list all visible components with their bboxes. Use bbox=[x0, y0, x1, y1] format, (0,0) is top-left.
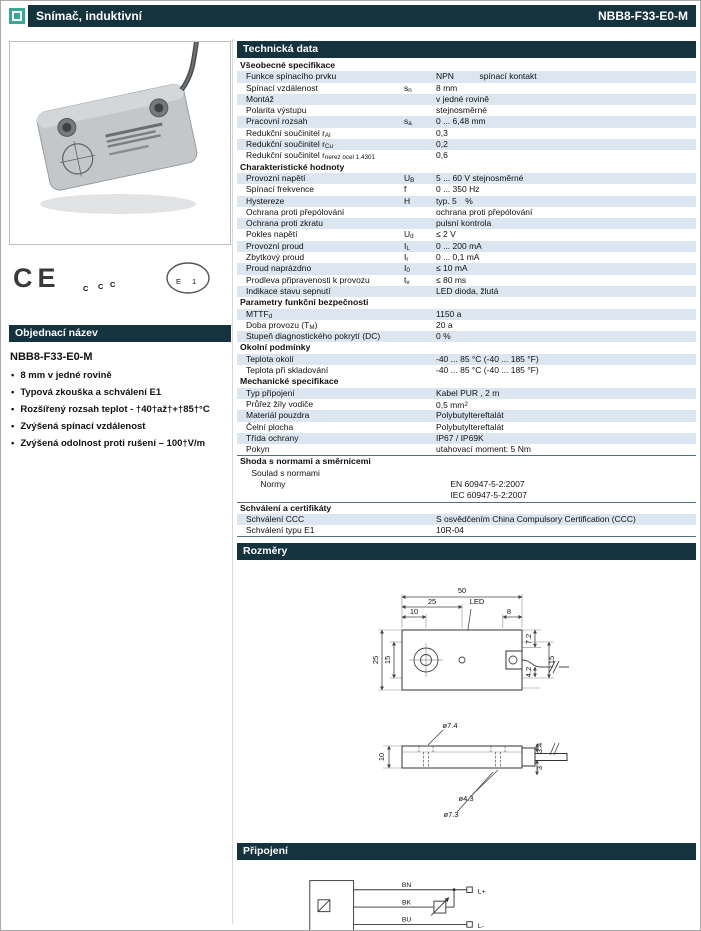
brand-logo-icon bbox=[9, 8, 25, 24]
spec-row: Redukční součinitel $r_{Al}$ 0,3 bbox=[246, 127, 448, 139]
spec-row: Prodleva připravenosti k provozu $t_v$ ≤ 80 ms bbox=[246, 274, 467, 286]
spec-row: Funkce spínacího prvku NPN spínací kontakt bbox=[237, 71, 696, 82]
right-column bbox=[237, 41, 696, 931]
svg-text:50: 50 bbox=[457, 586, 467, 596]
spec-row: Průřez žíly vodiče 0,5 $mm^2$ bbox=[246, 398, 468, 410]
svg-text:25: 25 bbox=[371, 656, 380, 665]
svg-text:7.2: 7.2 bbox=[524, 634, 533, 645]
feature-item: • Zvýšená odolnost proti rušení – 100†V/m bbox=[11, 438, 206, 450]
spec-row: Polarita výstupu stejnosměrné bbox=[246, 105, 488, 116]
spec-row: Proud naprázdno $I_0$ ≤ 10 mA bbox=[237, 263, 696, 274]
svg-text:10: 10 bbox=[409, 607, 419, 617]
spec-row: Stupeň diagnostického pokrytí (DC) 0 % bbox=[237, 331, 696, 342]
section-header: Mechanické specifikace bbox=[240, 376, 339, 387]
svg-text:BU: BU bbox=[401, 917, 412, 925]
spec-row: Pokyn utahovací moment: 5 Nm bbox=[246, 444, 531, 455]
column-divider bbox=[232, 39, 233, 924]
spec-row: Redukční součinitel $r_{nerez ocel 1.4301}$ 0,6 bbox=[246, 150, 448, 162]
spec-row: Spínací vzdálenost $s_n$ 8 mm bbox=[246, 82, 458, 94]
svg-text:8: 8 bbox=[506, 607, 512, 617]
spec-row: Třída ochrany IP67 / IP69K bbox=[237, 433, 696, 444]
svg-text:C: C bbox=[109, 280, 115, 289]
product-code: NBB8-F33-E0-M bbox=[10, 351, 93, 363]
section-header: Parametry funkční bezpečnosti bbox=[240, 297, 369, 308]
spec-row: Redukční součinitel $r_{Cu}$ 0,2 bbox=[237, 139, 696, 150]
spec-row: Pracovní rozsah $s_a$ 0 ... 6,48 mm bbox=[237, 116, 696, 127]
spec-row: $MTTF_d$ 1150 a bbox=[237, 309, 696, 320]
ccc-mark-icon bbox=[83, 258, 141, 298]
spec-row: Typ připojení Kabel PUR , 2 m bbox=[237, 388, 696, 399]
feature-item: • Rozšířený rozsah teplot - †40†až†+†85†°C bbox=[11, 404, 210, 416]
connection-header: Připojení bbox=[237, 843, 696, 860]
spec-row: Pokles napětí $U_d$ ≤ 2 V bbox=[246, 229, 456, 241]
spec-row: Hystereze H typ. 5 % bbox=[237, 196, 696, 207]
spec-row: Ochrana proti zkratu pulsní kontrola bbox=[237, 218, 696, 229]
dimensions-header: Rozměry bbox=[237, 543, 696, 560]
spec-row: Spínací frekvence f 0 ... 350 Hz bbox=[246, 184, 480, 195]
svg-text:ø4.3: ø4.3 bbox=[458, 794, 474, 804]
svg-text:L-: L- bbox=[477, 923, 484, 931]
svg-text:3.4: 3.4 bbox=[535, 743, 544, 754]
spec-row: Zbytkový proud $I_r$ 0 ... 0,1 mA bbox=[246, 252, 480, 264]
spec-row: Doba provozu $(T_M)$ 20 a bbox=[246, 319, 453, 331]
feature-item: • 8 mm v jedné rovině bbox=[11, 370, 112, 381]
spec-row: Schválení typu E1 10R-04 bbox=[246, 525, 464, 536]
spec-row: Normy EN 60947-5-2:2007 IEC 60947-5-2:2007 bbox=[260, 478, 527, 501]
spec-row: Čelní plocha Polybutyltereftalát bbox=[246, 421, 504, 432]
svg-text:L+: L+ bbox=[477, 888, 486, 896]
tech-table bbox=[237, 60, 696, 537]
product-photo bbox=[9, 41, 231, 245]
spec-row: Montáž v jedné rovině bbox=[237, 94, 696, 105]
section-header: Charakteristické hodnoty bbox=[240, 161, 345, 172]
certification-marks bbox=[9, 245, 231, 311]
spec-row: Provozní napětí $U_B$ 5 ... 60 V stejnosměrné bbox=[237, 173, 696, 184]
spec-row: Materiál pouzdra Polybutyltereftalát bbox=[237, 410, 696, 421]
svg-text:BN: BN bbox=[401, 882, 412, 890]
spec-row: Teplota při skladování -40 ... 85 °C (-40 ... 185 °F) bbox=[246, 365, 539, 376]
spec-row: Soulad s normami bbox=[251, 467, 320, 478]
svg-text:15: 15 bbox=[383, 656, 392, 665]
spec-row: Indikace stavu sepnutí LED dioda, žlutá bbox=[237, 286, 696, 297]
product-code-header: NBB8-F33-E0-M bbox=[597, 9, 688, 23]
svg-text:4.2: 4.2 bbox=[524, 667, 533, 678]
sensor-photo-illustration bbox=[10, 42, 230, 242]
svg-text:LED: LED bbox=[469, 597, 485, 607]
spec-row: Provozní proud $I_L$ 0 ... 200 mA bbox=[237, 241, 696, 252]
dimension-drawing bbox=[237, 560, 696, 832]
section-header: Okolní podmínky bbox=[240, 342, 311, 353]
svg-text:ø7.3: ø7.3 bbox=[443, 810, 459, 820]
section-header: Shoda s normami a směrnicemi bbox=[237, 455, 696, 467]
feature-item: • Typová zkouška a schválení E1 bbox=[11, 387, 162, 399]
category-title: Snímač, induktivní bbox=[36, 9, 143, 23]
svg-text:3: 3 bbox=[535, 766, 544, 771]
technical-data-header: Technická data bbox=[237, 41, 696, 58]
connection-diagram-wrap bbox=[297, 870, 696, 931]
section-header: Všeobecné specifikace bbox=[240, 60, 336, 70]
e1-mark-icon bbox=[163, 260, 213, 296]
wiring-diagram bbox=[297, 870, 507, 931]
order-name-header: Objednací název bbox=[9, 325, 231, 342]
svg-text:15: 15 bbox=[547, 656, 556, 665]
svg-text:C: C bbox=[97, 282, 103, 291]
svg-text:25: 25 bbox=[427, 597, 437, 607]
svg-text:1: 1 bbox=[191, 277, 196, 286]
title-bar bbox=[5, 5, 696, 27]
svg-text:C: C bbox=[82, 284, 88, 293]
section-header: Schválení a certifikáty bbox=[237, 502, 696, 514]
svg-text:BK: BK bbox=[402, 899, 412, 907]
svg-text:10: 10 bbox=[377, 753, 386, 762]
spec-row: Teplota okolí -40 ... 85 °C (-40 ... 185 °F) bbox=[237, 354, 696, 365]
feature-item: • Zvýšená spínací vzdálenost bbox=[11, 421, 146, 433]
spec-row: Ochrana proti přepólování ochrana proti přepólování bbox=[246, 206, 533, 217]
left-column bbox=[9, 41, 231, 455]
ce-mark-icon: CE bbox=[13, 262, 61, 293]
svg-text:E: E bbox=[175, 277, 181, 286]
feature-list bbox=[9, 370, 231, 451]
spec-row: Schválení CCC S osvědčením China Compulsory Certification (CCC) bbox=[237, 514, 696, 525]
brand-logo-box bbox=[5, 5, 28, 27]
svg-text:ø7.4: ø7.4 bbox=[442, 721, 458, 731]
